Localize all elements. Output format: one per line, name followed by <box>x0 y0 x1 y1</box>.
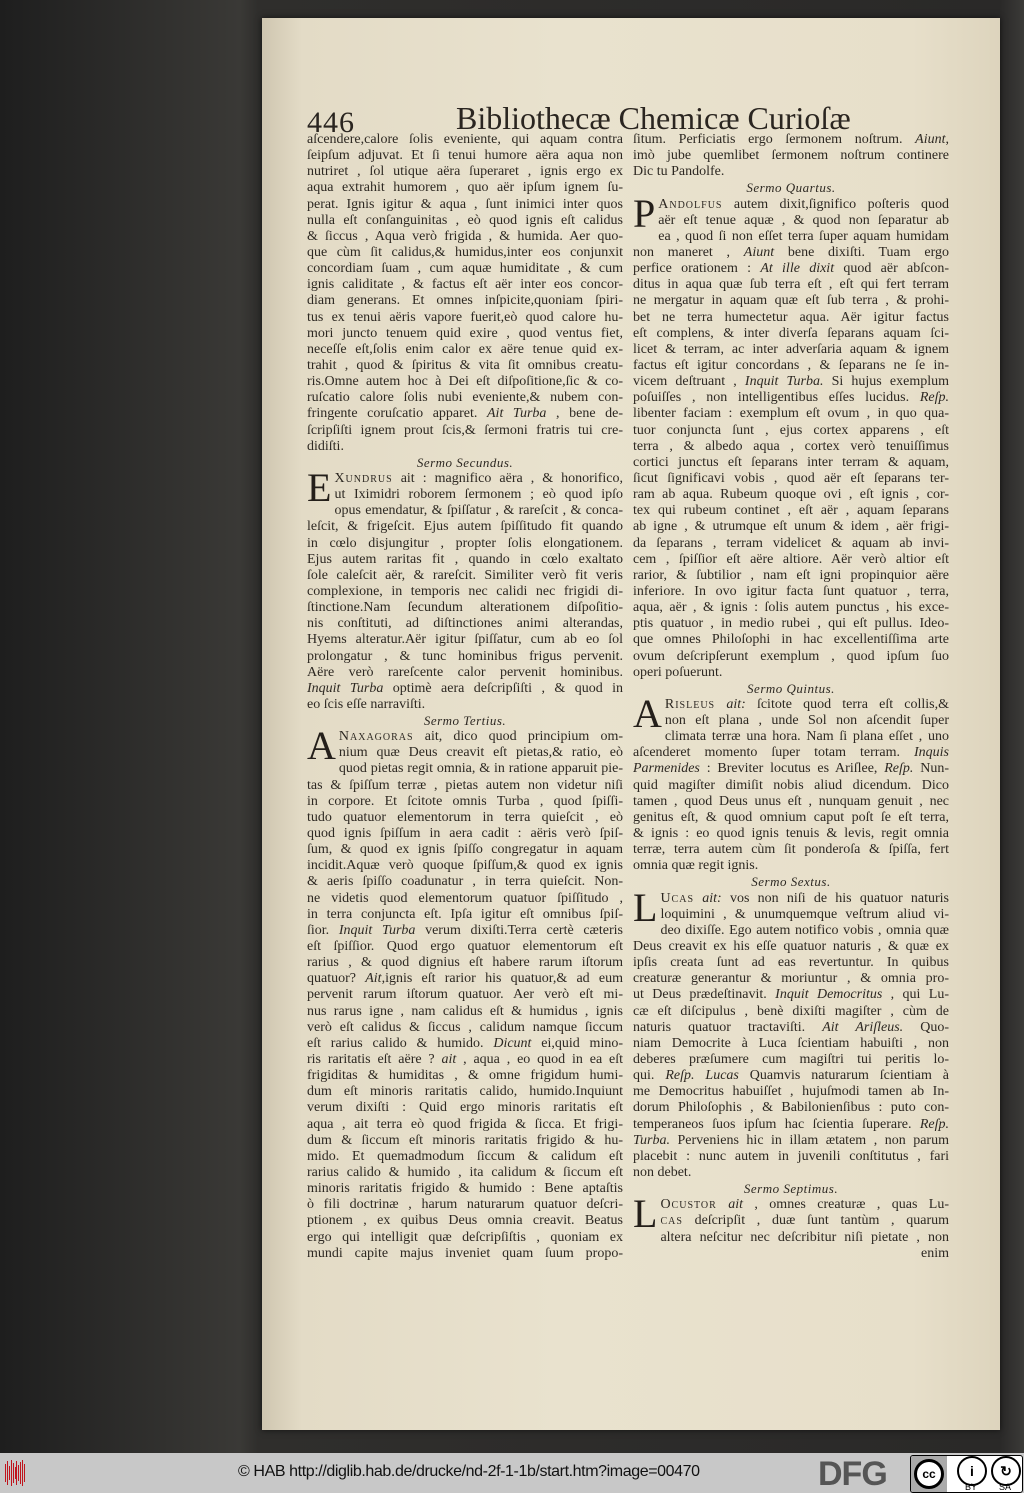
italic-segment: Aiunt <box>743 244 775 260</box>
cc-icon: cc <box>914 1459 944 1489</box>
text-line: ab igne , & utrumque eſt unum & idem , aër frigi- <box>633 519 949 535</box>
text-line: eſt ſpiſſior. Quod ergo quatuor elementorum eſt <box>307 939 623 955</box>
text-line: tudo quatuor elementorum in terra quieſcit , eò <box>307 809 623 825</box>
text-segment: , bene de- <box>546 406 623 422</box>
text-line <box>633 1068 949 1084</box>
text-line: da ſeparans , terram videlicet & aquam ab invi- <box>633 535 949 551</box>
text-line: placebit : nunc autem in juvenili conſtitutus , fari <box>633 1148 949 1164</box>
logo-bar <box>18 1465 19 1481</box>
text-line: quid magiſter dimiſit nobis aliud dicendum. Dico <box>633 777 949 793</box>
text-line: quod ignis ſpiſſum in aera cadit : aëris verò ſpiſ- <box>307 826 623 842</box>
text-line: tas & ſpiſſum terræ , pietas autem non videtur niſi <box>307 777 623 793</box>
text-line: Deus creavit ex his eſſe quatuor naturis , & quæ ex <box>633 939 949 955</box>
small-caps-segment: Naxagoras <box>338 729 414 745</box>
text-line: minoris raritatis frigido & humido : Bene aptaſtis <box>307 1181 623 1197</box>
section-heading: Sermo Secundus. <box>416 454 514 470</box>
text-line: mundi capite majus inveniet quam ſuum propo- <box>307 1245 623 1261</box>
text-segment: fringente coruſcatio apparet. <box>307 406 487 422</box>
text-segment <box>717 1197 728 1212</box>
text-line: ſole caleſcit aër, & rareſcit. Similiter verò fit veris <box>307 567 623 583</box>
text-line: licet & terram, ac inter adverſaria aquam & ignem <box>633 341 949 357</box>
text-line <box>633 761 949 777</box>
drop-cap: P <box>633 190 656 236</box>
text-segment: autem dixit,ſignifico poſteris quod <box>722 196 949 212</box>
text-line: ergo qui intelligit quæ deſcripſiſtis , quoniam ex <box>307 1229 623 1245</box>
text-segment: ,ignis eſt rarior his quatuor,& ad eum <box>381 971 623 987</box>
text-line: diam generans. Et omnes inſpicite,quoniam ſpiri- <box>307 293 623 309</box>
text-segment: vicem deſtruant , <box>633 374 745 390</box>
drop-cap: L <box>633 884 658 930</box>
text-segment: : Breviter locutus es Ariſlee, <box>699 761 885 777</box>
text-line: verum dixiſti : Quid ergo minoris raritatis eſt <box>307 1100 623 1116</box>
text-line: ut Iximidri roborem ſermonem ; eò quod ipſo <box>334 487 623 503</box>
text-line: imò jube quemlibet ſermonem noſtrum continere <box>633 148 949 164</box>
text-segment: non maneret , <box>633 244 744 260</box>
text-line: nis conſtituti, ad diſtinctiones animi alterandas, <box>307 616 623 632</box>
text-line: cortici junctus eſt ſeparans inter terram & aquam, <box>633 454 949 470</box>
logo-bar <box>16 1461 17 1485</box>
by-label: BY <box>965 1482 978 1492</box>
italic-segment: ait <box>441 1052 457 1068</box>
section-heading: Sermo Sextus. <box>751 874 831 890</box>
drop-cap: A <box>633 690 662 736</box>
text-line <box>633 245 949 261</box>
text-line <box>633 1117 949 1133</box>
text-line: terra , & albedo aqua , cortex verò tenuiſſimus <box>633 438 949 454</box>
text-line: concordiam ſuam , cum aquæ humiditate , & cum <box>307 261 623 277</box>
text-line: Dic tu Pandolfe. <box>633 164 725 180</box>
paragraph <box>633 132 949 180</box>
section-heading: Sermo Quintus. <box>747 680 835 696</box>
text-line: cem , ſpiſſior eſt aëre altiore. Aër verò altior eſt <box>633 551 949 567</box>
text-segment: ſitum. Perficiatis ergo ſermonem noſtrum. <box>633 132 916 147</box>
text-segment: poſuiſſes , non intelligentibus eſſes lucidus. <box>633 390 920 406</box>
text-line: inferiore. In ovo igitur facta ſunt quatuor , terra, <box>633 583 949 599</box>
hab-logo-icon <box>5 1460 25 1486</box>
text-line: aqua , ait terra eò quod frigida & ſicca. Et frigi- <box>307 1116 623 1132</box>
text-line: ò fili doctrinæ , harum naturarum quatuor deſcri- <box>307 1197 623 1213</box>
text-line: tamen , quod Deus unus eſt , nunquam genuit , nec <box>633 793 949 809</box>
catchword: enim <box>921 1245 949 1261</box>
text-segment: ſior. <box>307 922 339 938</box>
logo-bar <box>9 1466 10 1480</box>
text-line: aqua, aër , & ignis : ſolis autem punctus , his exce- <box>633 600 949 616</box>
text-segment: Nun- <box>913 761 949 777</box>
viewer-footer <box>0 1453 1024 1493</box>
text-line: verò eſt calidus & ſiccus , calidum namque ſiccum <box>307 1019 623 1035</box>
text-line <box>339 729 623 745</box>
text-line: dorum Philoſophis , & Babilonienſibus : puto con- <box>633 1100 949 1116</box>
text-line: non eſt plana , unde Sol non aſcendit ſuper <box>664 713 949 729</box>
section-heading: Sermo Tertius. <box>423 713 507 729</box>
text-line: que cùm ſit calidus,& humidus,inter eos conjunxit <box>307 244 623 260</box>
text-line: rarior, & ſubtilior , nam eſt igni propinquior aëre <box>633 567 949 583</box>
italic-segment: Reſp. <box>884 761 914 777</box>
text-line: ne mergatur in aquam quæ eſt ſub terra , & prohi- <box>633 293 949 309</box>
text-segment: ait, dico quod principium om- <box>413 729 623 745</box>
paragraph <box>633 190 949 681</box>
section-heading: Sermo Septimus. <box>743 1181 839 1197</box>
text-line: ea , quod ſi non eſſet terra ſuper aquam humidam <box>658 228 949 244</box>
text-segment: Perveniens hic in illam ætatem , non parum <box>669 1132 949 1148</box>
text-segment: verum dixiſti.Terra certè cæteris <box>415 922 623 938</box>
italic-segment: Ait Ariſleus. <box>822 1019 904 1035</box>
text-line: Hyems alteratur.Aër igitur ſpiſſatur, cum ab eo ſol <box>307 632 623 648</box>
italic-segment: Inquit Democritus <box>775 987 883 1003</box>
text-line <box>658 197 949 213</box>
text-line: omnia quæ regit ignis. <box>633 858 759 874</box>
text-line: in terra conjuncta eſt. Ipſa igitur eſt omnibus ſpiſ- <box>307 906 623 922</box>
sa-label: SA <box>999 1482 1012 1492</box>
text-line: prolongatur , & tunc hominibus frigus pervenit. <box>307 648 623 664</box>
text-line: complexione, in temporis nec calidi nec frigidi di- <box>307 583 623 599</box>
text-line <box>633 261 949 277</box>
text-line: rarius calido & humido , ita calidum & ſiccum eſt <box>307 1165 623 1180</box>
small-caps-segment: cas <box>660 1213 683 1229</box>
text-line: leſcit, & frigeſcit. Ejus autem ſpiſſitudo fit quando <box>307 519 623 535</box>
text-segment: Quamvis naturarum ſcientiam à <box>738 1068 949 1084</box>
italic-segment: At ille dixit <box>760 261 835 277</box>
drop-cap: E <box>307 464 332 510</box>
text-line: ne videtis quod elementorum quatuor ſpiſſitudo , <box>307 890 623 906</box>
text-line: eo ſcis eſſe narraviſti. <box>307 696 426 712</box>
text-segment: ſcitote quod terra eſt collis,& <box>745 696 949 712</box>
text-line: dum & ſiccum eſt minoris raritatis frigido & hu- <box>307 1132 623 1148</box>
text-line: perat. Ignis igitur & aqua , ſunt inimici inter quos <box>307 196 623 212</box>
text-line: nus rarus igne , nam calidus eſt & humidus , ignis <box>307 1003 623 1019</box>
logo-bar <box>24 1464 25 1482</box>
text-line: nutriret , ſol utique aëra ſuperaret , ignis ergo ex <box>307 164 623 180</box>
text-line: genitus eſt, & quod omnium caput poſt ſe eſt terra, <box>633 809 949 825</box>
text-segment: ei,quid mino- <box>531 1035 623 1051</box>
italic-segment: ait <box>728 1197 744 1213</box>
text-line <box>665 697 949 713</box>
text-line <box>307 971 623 987</box>
text-line: ſum, & quod ex ignis ſpiſſo congregatur in aquam <box>307 842 623 858</box>
italic-segment: Inquit Turba <box>338 922 416 938</box>
paragraph <box>307 132 623 455</box>
text-segment: temperaneos ſuos ipſum hac ſcientia ſuperare. <box>633 1116 920 1132</box>
text-line: factus eſt igitur concordans , & ſeparans ne ſe in- <box>633 357 949 373</box>
text-line: ſicut ſignificavi vobis , quod aër eſt ſeparans ter- <box>633 470 949 486</box>
text-line: ovum deſcripſerunt exemplum , quod ipſum ſuo <box>633 648 949 664</box>
text-line: didiſti. <box>307 438 344 454</box>
text-line: ris.Omne autem hoc à Dei eſt diſpoſitione,ſic & co- <box>307 374 623 390</box>
text-line: ipſis creata ſunt ad eas revertuntur. In quibus <box>633 955 949 971</box>
text-line: altera neſcitur nec deſcribitur niſi pietate , non <box>660 1229 949 1245</box>
text-line: ſtinctione.Nam ſecundum alterationem diſpoſitio- <box>307 600 623 616</box>
text-line: ruſcatio calore ſolis nubi eveniente,& nubem con- <box>307 390 623 406</box>
text-line: trahit , quod & ſpiritus & vita ſit omnibus creatu- <box>307 357 623 373</box>
text-segment: , omnes creaturæ , quas Lu- <box>743 1197 949 1213</box>
text-segment: , qui Lu- <box>882 987 949 1003</box>
text-line <box>307 923 623 939</box>
italic-segment: Reſp. <box>919 390 949 406</box>
text-line: aqua extrahit humorem , quo aër ipſum ignem ſu- <box>307 180 623 196</box>
cc-license-badge[interactable] <box>910 1455 1023 1493</box>
text-line: Ejus autem raritas fit , quando in cœlo exaltato <box>307 551 623 567</box>
text-line: ſcripſiſti ignem prout ſcis,& ſermoni fratris tui cre- <box>307 422 623 438</box>
logo-bar <box>15 1467 16 1479</box>
text-line: aſcendere,calore ſolis eveniente, qui aquam contra <box>307 132 623 147</box>
text-line <box>633 1133 949 1149</box>
text-line <box>307 681 623 697</box>
text-line: tex qui rubeum continet , eſt aër , aquam ſeparans <box>633 503 949 519</box>
text-line: ptis quatuor , in medio rubei , qui eſt pullus. Ideo- <box>633 616 949 632</box>
text-segment: quod aër abſcon- <box>834 261 949 277</box>
text-line: libenter faciam : exemplum eſt ovum , in quo qua- <box>633 406 949 422</box>
italic-segment: Inquit Turba <box>307 680 384 696</box>
text-line: pervenit rarum iſtorum quatuor. Aer verò eſt mi- <box>307 987 623 1003</box>
text-line: creaturæ generantur & moriuntur , & omnia pro- <box>633 971 949 987</box>
text-line: mido. Et quemadmodum ſiccum & calidum eſt <box>307 1148 623 1164</box>
copyright-link[interactable]: © HAB http://diglib.hab.de/drucke/nd-2f-1-1b/start.htm?image=00470 <box>238 1463 700 1480</box>
text-line: non debet. <box>633 1165 692 1180</box>
text-segment: Si hujus exemplum <box>823 374 949 390</box>
italic-segment: Reſp. Lucas <box>665 1068 739 1084</box>
italic-segment: Aiunt <box>915 132 946 147</box>
text-line: frigiditas & humiditas , & omne frigidum humi- <box>307 1068 623 1084</box>
text-line: incidit.Aquæ verò quoque ſpiſſum,& quod ex ignis <box>307 858 623 874</box>
text-segment: perfice orationem : <box>633 261 761 277</box>
logo-bar <box>22 1460 23 1486</box>
text-line: & ignis : eo quod ignis tenuis & levis, regit omnia <box>633 826 949 842</box>
paragraph <box>633 884 949 1182</box>
small-caps-segment: Ocuſtor <box>660 1197 717 1213</box>
text-line: in corpore. Et ſcitote omnis Turba , quod ſpiſſi- <box>307 793 623 809</box>
italic-segment: Ait <box>365 971 382 987</box>
text-segment: , aqua , eo quod in ea eſt <box>456 1052 623 1068</box>
text-line: ram ab aqua. Rubeum quoque ovi , eſt ignis , cor- <box>633 487 949 503</box>
text-segment: , <box>945 132 949 147</box>
small-caps-segment: Ucas <box>660 890 695 906</box>
drop-cap: A <box>307 723 336 769</box>
section-heading: Sermo Quartus. <box>746 180 836 196</box>
logo-bar <box>7 1461 8 1485</box>
text-column-left <box>307 132 623 1262</box>
text-line: ignis caliditate , & factus eſt aër inter eos concor- <box>307 277 623 293</box>
drop-cap: L <box>633 1191 658 1237</box>
text-line <box>660 1213 949 1229</box>
paragraph <box>307 464 623 713</box>
text-line: climata terræ una hora. Nam ſi plana eſſet , uno <box>664 729 949 745</box>
text-line: aër eſt tenue aquæ , & quod non ſeparatur ab <box>658 212 949 228</box>
text-line: deberes præſumere cum magiſtri tui peritis lo- <box>633 1052 949 1068</box>
small-caps-segment: Risleus <box>664 696 716 712</box>
running-title: Bibliothecæ Chemicæ Curioſæ <box>456 100 851 136</box>
text-line: quod pietas regit omnia, & in ratione apparuit pie- <box>338 761 623 777</box>
text-segment: naturis quatuor tractaviſti. <box>633 1019 823 1035</box>
text-line: ptionem , ex quibus Deus omnia creavit. Beatus <box>307 1213 623 1229</box>
text-segment: eſt rarius calido & humido. <box>307 1035 494 1051</box>
text-line: tuor conjuncta ſunt , ejus cortex apparens , eſt <box>633 422 949 438</box>
text-line: Aëre verò rareſcente calor pervenit hominibus. <box>307 664 623 680</box>
text-line: & ſiccus , Aqua verò frigida , & humida. Aer quo- <box>307 228 623 244</box>
text-line <box>307 1052 623 1068</box>
text-line: rarius , & quod dignius eſt habere rarum iſtorum <box>307 955 623 971</box>
italic-segment: Reſp. <box>919 1116 949 1132</box>
italic-segment: Parmenides <box>633 761 700 777</box>
text-line: nulla eſt conſanguinitas , eò quod ignis eſt calidus <box>307 212 623 228</box>
italic-segment: Inquis <box>914 745 949 761</box>
text-segment: qui. <box>633 1068 666 1084</box>
text-line: cæ eſt diſcipulus , benè dixiſti magiſter , cùm de <box>633 1003 949 1019</box>
text-line: & aeris ſpiſſo coadunatur , in terra quieſcit. Non- <box>307 874 623 890</box>
text-line <box>633 390 949 406</box>
logo-bar <box>13 1463 14 1483</box>
text-line: bet ne terra humectetur aqua. Aër igitur factus <box>633 309 949 325</box>
text-line <box>660 891 949 907</box>
text-line <box>633 745 949 761</box>
text-line: loquimini , & unumquemque veſtrum aliud vi- <box>660 906 949 922</box>
paragraph <box>633 690 949 875</box>
text-line: dum eſt minoris raritatis calido, humido.Inquiunt <box>307 1084 623 1100</box>
logo-bar <box>5 1464 6 1482</box>
text-segment: bene dixiſti. Tuam ergo <box>774 244 949 260</box>
text-line: niam Democrite à Luca ſcientiam habuiſti , non <box>633 1035 949 1051</box>
text-line: ſeipſum adjuvat. Et ſi tenui humore aëra aqua non <box>307 148 623 164</box>
text-segment: ris raritatis eſt aëre ? <box>307 1052 442 1068</box>
text-line <box>633 987 949 1003</box>
text-line <box>307 1036 623 1052</box>
text-line: operi poſuerunt. <box>633 664 723 680</box>
italic-segment: Inquit Turba. <box>744 374 824 390</box>
paragraph <box>633 1191 949 1245</box>
text-line: opus emendatur, & ſpiſſatur , & rareſcit , & conca- <box>334 503 623 519</box>
small-caps-segment: Andolfus <box>658 196 723 212</box>
text-line: neceſſe eſt,ſolis enim calor ex aëre tenue quid ex- <box>307 341 623 357</box>
text-line: que omnes Philoſophi in hac excellentiſſima arte <box>633 632 949 648</box>
logo-bar <box>11 1460 12 1486</box>
italic-segment: Turba. <box>633 1132 670 1148</box>
text-line <box>334 471 623 487</box>
text-line: deo dixiſſe. Ego autem notifico vobis , omnia quæ <box>660 922 949 938</box>
text-segment: quatuor? <box>307 971 366 987</box>
dfg-logo: DFG <box>818 1455 887 1493</box>
text-line: me Democritus habuiſſet , hujuſmodi tamen ab In- <box>633 1084 949 1100</box>
text-column-right <box>633 132 949 1262</box>
text-line <box>633 132 949 148</box>
text-segment: deſcripſit , duæ ſunt tantùm , quarum <box>682 1213 949 1229</box>
share-alike-icon: ↻ <box>991 1456 1021 1486</box>
text-line: terræ, terra autem cùm ſit ponderoſa & ſpiſſa, fert <box>633 842 949 858</box>
italic-segment: Dicunt <box>493 1035 532 1051</box>
text-line <box>307 406 623 422</box>
text-segment: aſcenderet momento ſuper totam terram. <box>633 745 914 761</box>
text-segment: optimè aera deſcripſiſti , & quod in <box>383 680 623 696</box>
text-segment: Quo- <box>903 1019 949 1035</box>
paragraph <box>307 723 623 1262</box>
small-caps-segment: Xundrus <box>334 470 393 486</box>
text-line <box>633 374 949 390</box>
text-line: mori juncto tenuem quid exire , quod ventus fiet, <box>307 325 623 341</box>
text-line: tus ex tenui aëris vapore fuerit,eò quod calore hu- <box>307 309 623 325</box>
text-segment: ut Deus prædeſtinavit. <box>633 987 776 1003</box>
text-segment: vos non niſi de his quatuor naturis <box>721 890 949 906</box>
text-segment: ait : magnifico aëra , & honorifico, <box>392 470 623 486</box>
by-attribution-icon: i <box>957 1456 987 1486</box>
text-line <box>660 1197 949 1213</box>
italic-segment: Ait Turba <box>487 406 547 422</box>
text-line: in cœlo disjungitur , propter ſolis elongationem. <box>307 535 623 551</box>
italic-segment: ait: <box>702 890 722 906</box>
logo-bar <box>20 1462 21 1484</box>
text-segment <box>715 697 726 712</box>
text-line: ditus in aqua quæ ſub terra eſt , eſt qui fert terram <box>633 277 949 293</box>
page-number: 446 <box>307 106 355 139</box>
italic-segment: ait: <box>726 696 746 712</box>
text-line: nium quæ Deus creavit eſt pietas,& ratio, eò <box>338 745 623 761</box>
text-line: eſt complens, & inter diverſa ſeparans aquam ſci- <box>633 325 949 341</box>
text-line <box>633 1020 949 1036</box>
